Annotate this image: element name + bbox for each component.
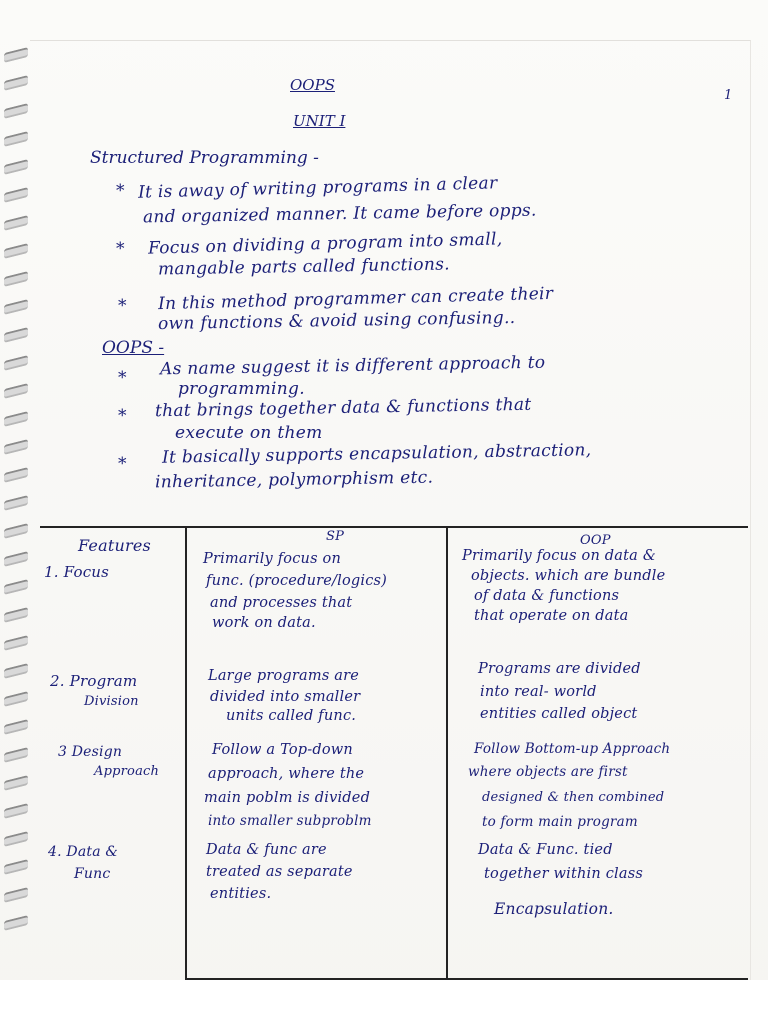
table-header-sp: SP	[326, 529, 345, 544]
table-header-oop: OOP	[580, 533, 611, 548]
row-feature: Division	[84, 694, 139, 709]
row-oop-line: Primarily focus on data &	[462, 548, 656, 564]
structured-bullet-line: It is away of writing programs in a clear	[137, 173, 498, 203]
bullet-marker: *	[118, 368, 127, 388]
spiral-ring	[4, 495, 28, 511]
oops-bullet-line: that brings together data & functions that	[154, 394, 532, 422]
bullet-marker: *	[118, 406, 127, 426]
row-sp-line: Large programs are	[208, 668, 360, 684]
row-sp-line: Data & func are	[206, 842, 327, 858]
row-sp-line: into smaller subproblm	[208, 813, 372, 829]
row-oop-line: that operate on data	[474, 608, 629, 624]
oops-bullet-line: It basically supports encapsulation, abstraction,	[161, 440, 592, 468]
row-oop-line: together within class	[484, 866, 643, 882]
spiral-ring	[4, 831, 28, 847]
spiral-binding	[0, 50, 34, 950]
spiral-ring	[4, 439, 28, 455]
spiral-ring	[4, 103, 28, 119]
table-top-rule	[40, 526, 748, 528]
row-sp-line: Primarily focus on	[203, 551, 342, 567]
row-feature: 1. Focus	[44, 563, 110, 581]
spiral-ring	[4, 719, 28, 735]
spiral-ring	[4, 187, 28, 203]
spiral-ring	[4, 355, 28, 371]
row-sp-line: entities.	[210, 886, 272, 902]
bullet-marker: *	[116, 239, 125, 259]
oops-bullet-line: As name suggest it is different approach to	[159, 352, 546, 380]
spiral-ring	[4, 887, 28, 903]
row-sp-line: work on data.	[212, 615, 316, 631]
row-oop-line: of data & functions	[474, 588, 620, 604]
spiral-ring	[4, 467, 28, 483]
spiral-ring	[4, 411, 28, 427]
spiral-ring	[4, 327, 28, 343]
row-oop-line: Encapsulation.	[494, 900, 614, 918]
row-sp-line: divided into smaller	[210, 689, 361, 705]
spiral-ring	[4, 691, 28, 707]
spiral-ring	[4, 803, 28, 819]
row-oop-line: where objects are first	[468, 764, 628, 780]
spiral-ring	[4, 75, 28, 91]
spiral-ring	[4, 47, 28, 63]
oops-bullet-line: execute on them	[175, 423, 323, 443]
row-sp-line: func. (procedure/logics)	[206, 573, 388, 589]
spiral-ring	[4, 635, 28, 651]
row-sp-line: units called func.	[226, 708, 357, 724]
page-bottom-margin	[0, 980, 768, 1024]
bullet-marker: *	[118, 454, 127, 474]
spiral-ring	[4, 915, 28, 931]
bullet-marker: *	[116, 181, 125, 201]
structured-bullet-line: and organized manner. It came before opps.	[142, 200, 537, 228]
spiral-ring	[4, 523, 28, 539]
row-oop-line: entities called object	[480, 706, 638, 722]
spiral-ring	[4, 383, 28, 399]
row-sp-line: main poblm is divided	[204, 790, 371, 806]
structured-bullet-line: In this method programmer can create their	[157, 283, 554, 315]
page-title: OOPS	[290, 76, 335, 94]
table-header-features: Features	[78, 536, 151, 555]
spiral-ring	[4, 859, 28, 875]
bullet-marker: *	[118, 296, 127, 316]
spiral-ring	[4, 607, 28, 623]
row-oop-line: to form main program	[482, 814, 638, 830]
spiral-ring	[4, 159, 28, 175]
row-oop-line: Follow Bottom-up Approach	[474, 741, 671, 757]
row-sp-line: and processes that	[210, 595, 353, 611]
row-feature: 3 Design	[58, 744, 123, 760]
row-sp-line: approach, where the	[208, 766, 365, 782]
row-oop-line: Data & Func. tied	[478, 842, 613, 858]
row-sp-line: treated as separate	[206, 864, 353, 880]
spiral-ring	[4, 271, 28, 287]
row-oop-line: designed & then combined	[482, 790, 665, 805]
row-sp-line: Follow a Top-down	[212, 742, 353, 758]
spiral-ring	[4, 579, 28, 595]
row-feature: Approach	[94, 764, 160, 779]
oops-bullet-line: inheritance, polymorphism etc.	[154, 467, 434, 493]
structured-bullet-line: mangable parts called functions.	[157, 254, 451, 280]
row-feature: 4. Data &	[48, 844, 119, 860]
spiral-ring	[4, 551, 28, 567]
row-oop-line: objects. which are bundle	[471, 568, 666, 584]
table-column-divider	[185, 526, 187, 980]
spiral-ring	[4, 131, 28, 147]
table-column-divider	[446, 526, 448, 980]
unit-label: UNIT I	[293, 112, 346, 130]
oops-heading: OOPS -	[102, 338, 165, 358]
row-oop-line: into real- world	[480, 684, 597, 700]
structured-bullet-line: own functions & avoid using confusing..	[157, 307, 516, 335]
spiral-ring	[4, 663, 28, 679]
row-feature: Func	[74, 866, 111, 882]
spiral-ring	[4, 747, 28, 763]
spiral-ring	[4, 775, 28, 791]
structured-bullet-line: Focus on dividing a program into small,	[147, 229, 503, 259]
spiral-ring	[4, 299, 28, 315]
row-oop-line: Programs are divided	[478, 661, 641, 677]
structured-heading: Structured Programming -	[90, 148, 319, 168]
row-feature: 2. Program	[50, 672, 138, 690]
spiral-ring	[4, 243, 28, 259]
spiral-ring	[4, 215, 28, 231]
page-number: 1	[724, 88, 733, 103]
oops-bullet-line: programming.	[178, 379, 305, 399]
